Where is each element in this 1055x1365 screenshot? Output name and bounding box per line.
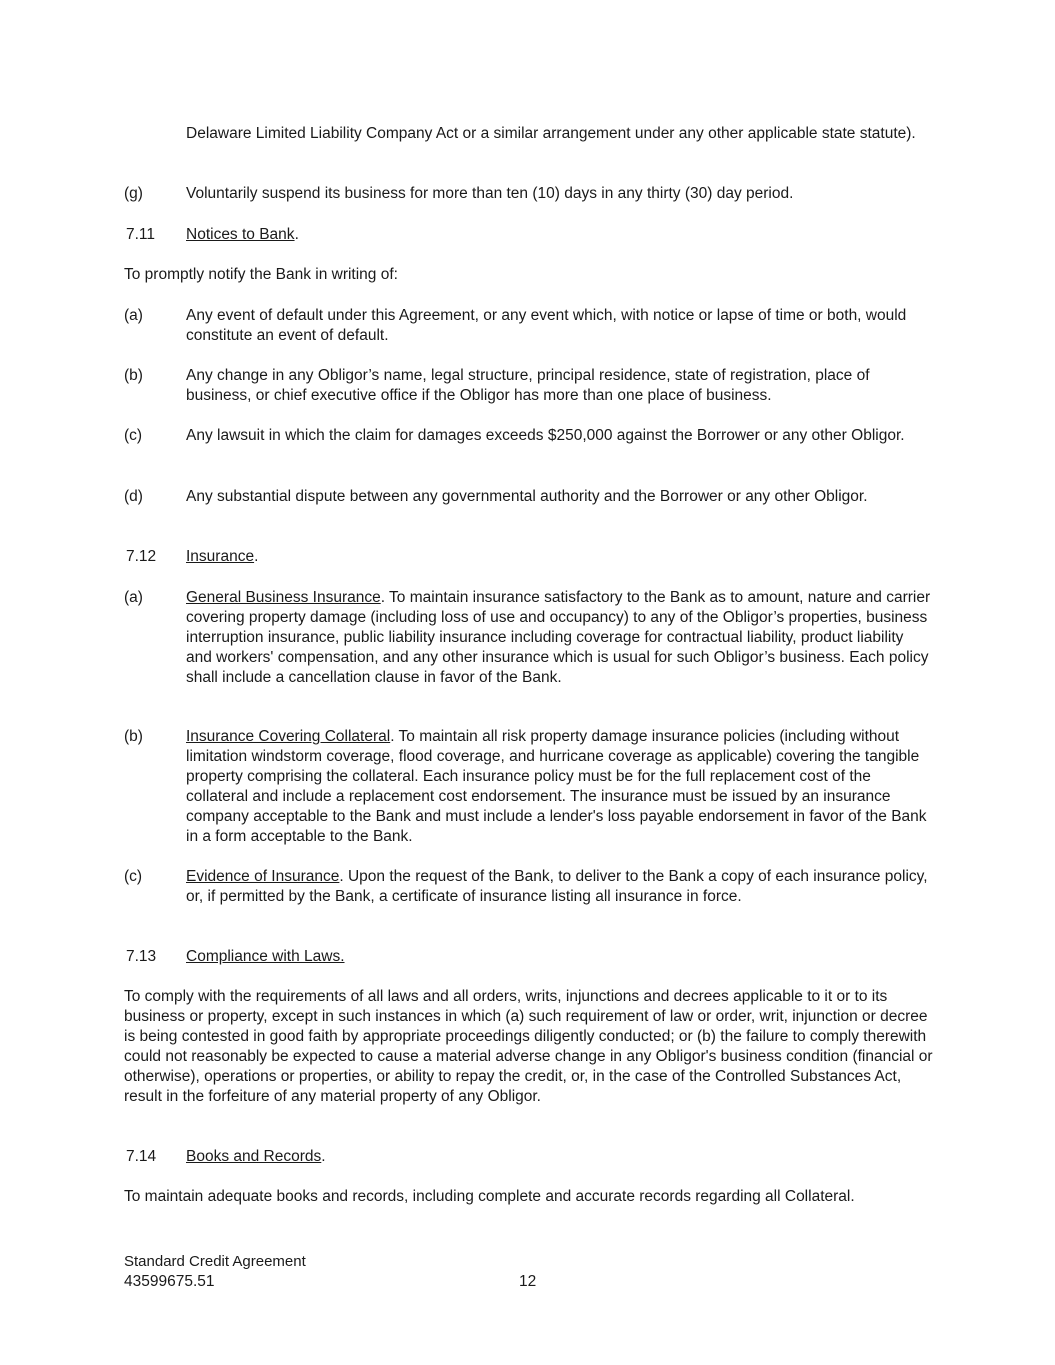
item-label: (g) — [124, 185, 143, 202]
footer-doc-id: 43599675.51 — [124, 1273, 215, 1290]
continuation-text: Delaware Limited Liability Company Act or a similar arrangement under any other applicable state statute). — [186, 125, 916, 142]
section-title-text: Insurance — [186, 548, 255, 565]
item-label: (d) — [124, 488, 143, 505]
section-number: 7.13 — [126, 948, 157, 965]
item-text — [186, 867, 931, 907]
item-text: Any change in any Obligor’s name, legal structure, principal residence, state of registration, place of business, or chief executive office if the Obligor has more than one place of business. — [186, 367, 870, 404]
item-text — [186, 588, 931, 688]
item-label: (c) — [124, 868, 143, 885]
item-body: . To maintain insurance satisfactory to the Bank as to amount, nature and carrier covering property damage (including loss of use and occupancy) to any of the Obligor’s properties, business interruption insurance, public liability insurance including coverage for contractual liability, product liability and workers' compensation, and any other insurance which is usual for such Obligor’s business. Each policy shall include a cancellation clause in favor of the Bank. — [186, 589, 931, 686]
section-title-suffix: . — [254, 548, 259, 565]
item-text — [186, 727, 931, 847]
section-title — [186, 547, 258, 567]
section-title-text: Books and Records — [186, 1148, 322, 1165]
section-title: Compliance with Laws. — [186, 948, 345, 965]
section-title — [186, 225, 299, 245]
section-number: 7.12 — [126, 548, 157, 565]
item-body: . Upon the request of the Bank, to deliver to the Bank a copy of each insurance policy, or, if permitted by the Bank, a certificate of insurance listing all insurance in force. — [186, 868, 928, 905]
item-text: Any lawsuit in which the claim for damages exceeds $250,000 against the Borrower or any other Obligor. — [186, 427, 905, 444]
footer-doc-title: Standard Credit Agreement — [124, 1253, 306, 1270]
item-body: . To maintain all risk property damage insurance policies (including without limitation windstorm coverage, flood coverage, and hurricane coverage as applicable) covering the tangible property comprising the collateral. Each insurance policy must be for the full replacement cost of the collateral and include a replacement cost endorsement. The insurance must be issued by an insurance company acceptable to the Bank and must include a lender's loss payable endorsement in favor of the Bank in a form acceptable to the Bank. — [186, 728, 927, 845]
section-intro: To promptly notify the Bank in writing of: — [124, 266, 398, 283]
section-title-text: Notices to Bank — [186, 226, 295, 243]
section-title-suffix: . — [321, 1148, 326, 1165]
item-label: (b) — [124, 367, 143, 384]
item-heading: Insurance Covering Collateral — [186, 728, 391, 745]
section-number: 7.14 — [126, 1148, 157, 1165]
section-title-suffix: . — [294, 226, 299, 243]
item-text: Voluntarily suspend its business for more than ten (10) days in any thirty (30) day period. — [186, 185, 794, 202]
item-heading: General Business Insurance — [186, 589, 381, 606]
item-label: (b) — [124, 728, 143, 745]
section-body: To comply with the requirements of all laws and all orders, writs, injunctions and decrees applicable to it or to its business or property, except in such instances in which (a) such requirement of law or order, writ, injunction or decree is being contested in good faith by appropriate proceedings diligently conducted; or (b) the failure to comply therewith could not reasonably be expected to cause a material adverse change in any Obligor's business condition (financial or otherwise), operations or properties, or ability to repay the credit, or, in the case of the Controlled Substances Act, result in the forfeiture of any material property of any Obligor. — [124, 988, 933, 1105]
section-number: 7.11 — [126, 226, 156, 243]
item-label: (a) — [124, 307, 143, 324]
page-number: 12 — [519, 1273, 537, 1290]
section-body: To maintain adequate books and records, including complete and accurate records regarding all Collateral. — [124, 1188, 855, 1205]
item-text: Any substantial dispute between any governmental authority and the Borrower or any other Obligor. — [186, 488, 868, 505]
item-label: (c) — [124, 427, 143, 444]
item-text: Any event of default under this Agreement, or any event which, with notice or lapse of time or both, would constitute an event of default. — [186, 307, 907, 344]
item-label: (a) — [124, 589, 143, 606]
section-title — [186, 1147, 326, 1167]
item-heading: Evidence of Insurance — [186, 868, 340, 885]
